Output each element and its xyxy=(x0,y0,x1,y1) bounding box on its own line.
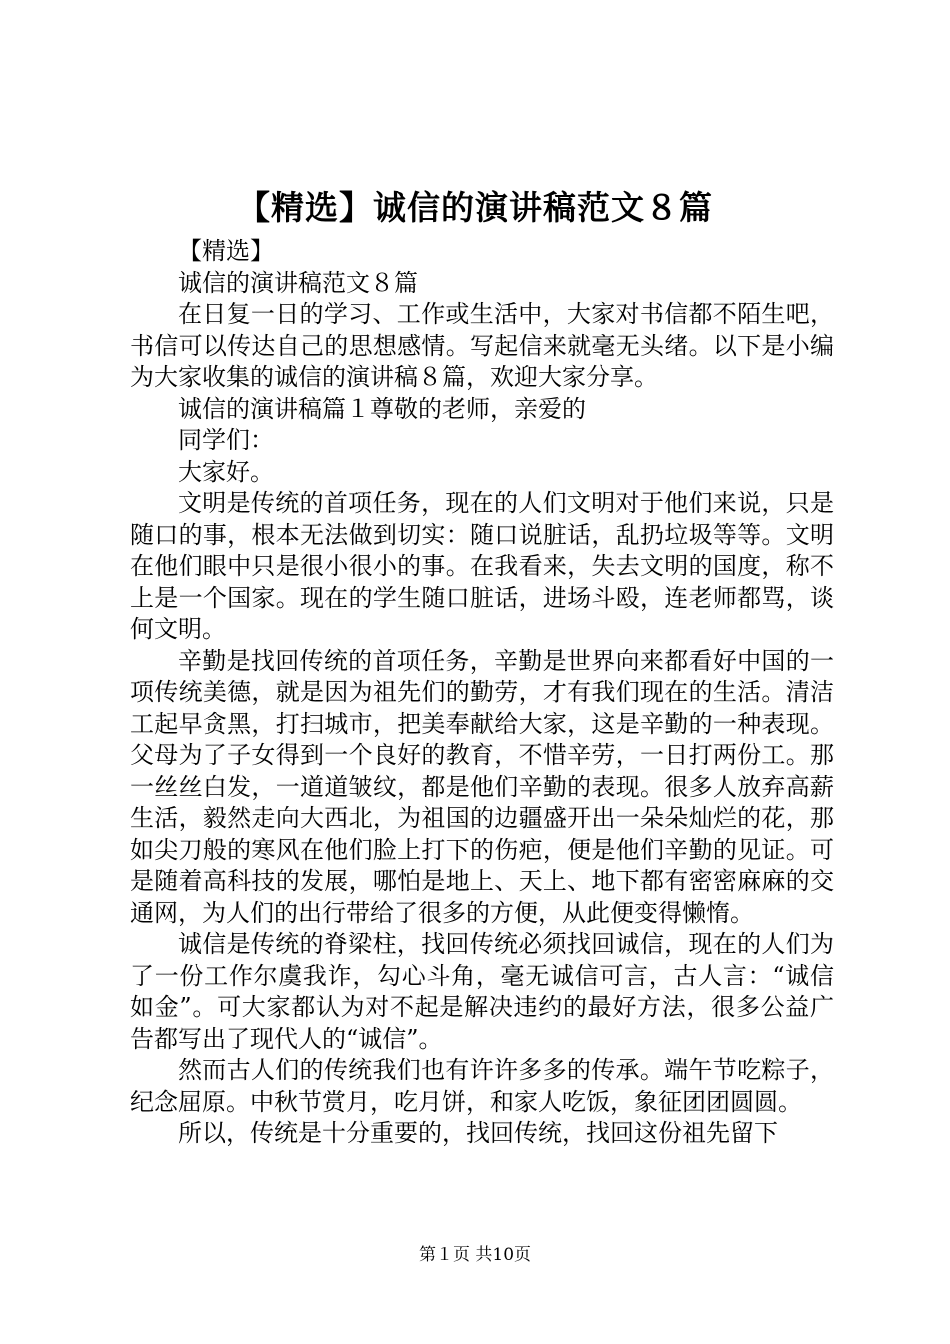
paragraph: 然而古人们的传统我们也有许许多多的传承。端午节吃粽子，纪念屈原。中秋节赏月，吃月饼，和家人吃饭，象征团团圆圆。 xyxy=(130,1056,834,1116)
paragraph: 在日复一日的学习、工作或生活中，大家对书信都不陌生吧，书信可以传达自己的思想感情。写起信来就毫无头绪。以下是小编为大家收集的诚信的演讲稿８篇，欢迎大家分享。 xyxy=(130,300,834,391)
paragraph: 所以，传统是十分重要的，找回传统，找回这份祖先留下 xyxy=(178,1119,778,1147)
document-title: 【精选】诚信的演讲稿范文８篇 xyxy=(237,188,713,227)
paragraph: 诚信的演讲稿范文８篇 xyxy=(178,268,418,297)
paragraph: 诚信是传统的脊梁柱，找回传统必须找回诚信，现在的人们为了一份工作尔虞我诈，勾心斗角，毫无诚信可言，古人言：“诚信如金”。可大家都认为对不起是解决违约的最好方法，很多公益广告都写出了现代人的“诚信”。 xyxy=(130,930,834,1053)
page-number-footer: 第１页 共10页 xyxy=(418,1245,532,1265)
paragraph: 大家好。 xyxy=(178,457,274,486)
document-body xyxy=(130,236,834,1150)
paragraph: 【精选】 xyxy=(178,237,274,265)
paragraph: 诚信的演讲稿篇１尊敬的老师，亲爱的 xyxy=(178,394,586,423)
paragraph: 文明是传统的首项任务，现在的人们文明对于他们来说，只是随口的事，根本无法做到切实：随口说脏话，乱扔垃圾等等。文明在他们眼中只是很小很小的事。在我看来，失去文明的国度，称不上是一个国家。现在的学生随口脏话，进场斗殴，连老师都骂，谈何文明。 xyxy=(130,489,834,643)
paragraph: 同学们： xyxy=(178,426,274,454)
paragraph: 辛勤是找回传统的首项任务，辛勤是世界向来都看好中国的一项传统美德，就是因为祖先们的勤劳，才有我们现在的生活。清洁工起早贪黑，打扫城市，把美奉献给大家，这是辛勤的一种表现。父母为了子女得到一个良好的教育，不惜辛劳，一日打两份工。那一丝丝白发，一道道皱纹，都是他们辛勤的表现。很多人放弃高薪生活，毅然走向大西北，为祖国的边疆盛开出一朵朵灿烂的花，那如尖刀般的寒风在他们脸上打下的伤疤，便是他们辛勤的见证。可是随着高科技的发展，哪怕是地上、天上、地下都有密密麻麻的交通网，为人们的出行带给了很多的方便，从此便变得懒惰。 xyxy=(130,646,834,927)
